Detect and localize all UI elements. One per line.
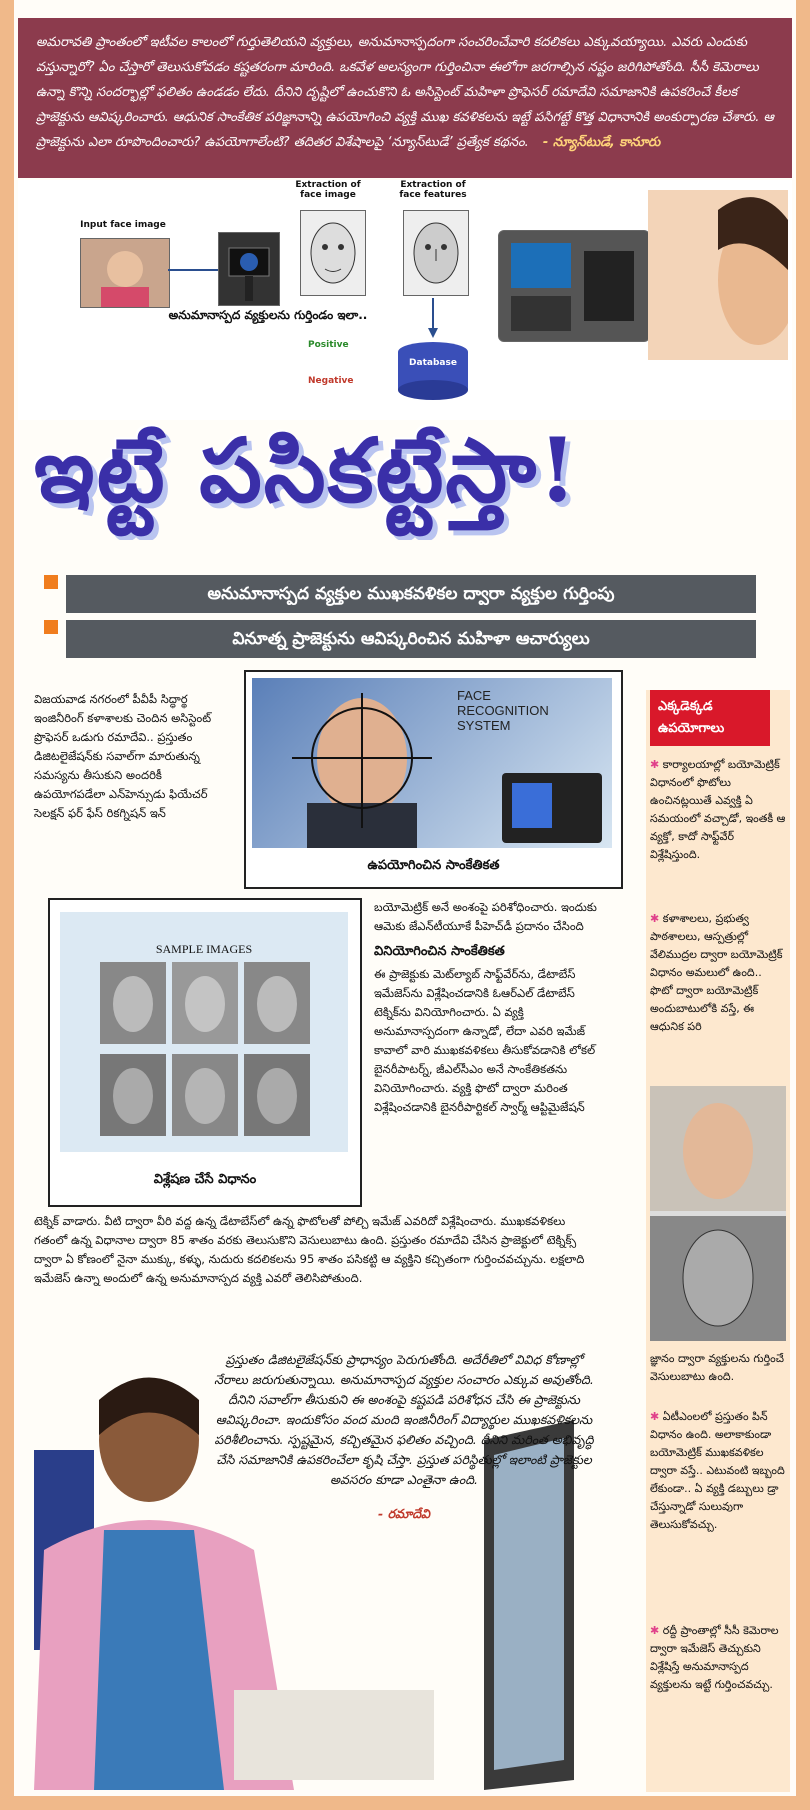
sidebar-item-2-text: కళాశాలలు, ప్రభుత్వ పాఠశాలలు, ఆస్పత్రుల్లో వేలిముద్రల ద్వారా బయోమెట్రిక్ విధానం అమలులో ఉంది.. ఫొటో ద్వారా బయోమెట్రిక్ అందుబాటులోకి వస్తే, ఈ ఆధునిక పరి <box>650 912 783 1033</box>
extract-image-label: Extraction of face image <box>295 180 361 200</box>
bullet-2 <box>66 620 756 658</box>
input-face-label: Input face image <box>80 220 166 230</box>
face-recognition-figure <box>244 670 623 889</box>
quote-text: ప్రస్తుతం డిజిటలైజేషన్‌కు ప్రాధాన్యం పెరుగుతోంది. అదేరీతిలో వివిధ కోణాల్లో నేరాలు జరుగుతున్నాయి. అనుమానాస్పద వ్యక్తుల సంచారం ఎక్కువ అవుతోంది. దీనిని సవాల్‌గా తీసుకుని ఈ అంశంపై కష్టపడి పరిశోధన చేసి ఈ ప్రాజెక్టును ఆవిష్కరించా. ఇందుకోసం వంద మంది ఇంజినీరింగ్ విద్యార్థుల ముఖకవళికలను పరిశీలించాను. స్పష్టమైన, కచ్చితమైన ఫలితం వచ్చింది. దీనిని మరింత అభివృద్ధి చేసి సమాజానికి ఉపకరించేలా కృషి చేస్తా. ప్రస్తుత పరిస్థితుల్లో ఇలాంటి ప్రాజెక్టుల అవసరం కూడా ఎంతైనా ఉంది. <box>214 1352 594 1487</box>
headline: ఇట్టే పసికట్టేస్తా! <box>34 418 579 522</box>
sample-images-label: SAMPLE IMAGES <box>155 942 253 956</box>
sample-images-panel <box>60 912 348 1152</box>
negative-label: Negative <box>308 376 354 386</box>
star-icon: ✱ <box>650 1410 663 1423</box>
sidebar-item-5-text: రద్దీ ప్రాంతాల్లో సీసీ కెమెరాల ద్వారా ఇమేజెస్ తెచ్చుకుని విశ్లేషిస్తే అనుమానాస్పద వ్యక్తులను ఇట్టే గుర్తించవచ్చు. <box>650 1624 779 1691</box>
fr-caption: ఉపయోగించిన సాంకేతికత <box>367 858 500 873</box>
face-recognition-diagram <box>18 180 792 420</box>
biometric-device-image <box>498 230 650 342</box>
face-recognition-photo <box>252 678 612 848</box>
sample-caption: విశ్లేషణ చేసే విధానం <box>153 1172 257 1187</box>
positive-label: Positive <box>308 340 349 350</box>
diagram-caption: అనుమానాస్పద వ్యక్తులను గుర్తిండం ఇలా.. <box>168 308 368 322</box>
ramadevi-quote <box>214 1350 594 1524</box>
arrow-2 <box>423 298 443 338</box>
sidebar-item-3-text: జ్ఞానం ద్వారా వ్యక్తులను గుర్తించే వెసులుబాటు ఉంది. <box>650 1352 785 1383</box>
input-face-image <box>80 238 170 308</box>
bullet-square-icon <box>44 575 58 589</box>
database-label: Database <box>409 358 457 368</box>
sample-faces-grid <box>100 962 310 1142</box>
sidebar-item-1 <box>650 756 786 864</box>
star-icon: ✱ <box>650 1624 663 1637</box>
bullet-square-icon <box>44 620 58 634</box>
intro-credit: - న్యూస్‌టుడే, కానూరు <box>542 135 661 150</box>
tech-subhead: వినియోగించిన సాంకేతికత <box>374 944 505 959</box>
bullet-2-text: వినూత్న ప్రాజెక్టును ఆవిష్కరించిన మహిళా ఆచార్యులు <box>232 629 590 649</box>
intro-box <box>18 18 792 178</box>
column-2-top: బయోమెట్రిక్ అనే అంశంపై పరిశోధించారు. ఇందుకు ఆమెకు జేఎన్‌టీయూకే పీహెచ్‌డీ ప్రదానం చేసింది <box>374 900 597 933</box>
sidebar-item-4 <box>650 1408 786 1534</box>
bullet-1-text: అనుమానాస్పద వ్యక్తుల ముఖకవళికల ద్వారా వ్యక్తుల గుర్తింపు <box>207 584 615 604</box>
extract-features-label: Extraction of face features <box>399 180 467 200</box>
star-icon: ✱ <box>650 912 663 925</box>
fr-overlay-text: FACE RECOGNITION SYSTEM <box>457 688 549 733</box>
sidebar-item-2 <box>650 910 786 1036</box>
intro-text: అమరావతి ప్రాంతంలో ఇటీవల కాలంలో గుర్తుతెలియని వ్యక్తులు, అనుమానాస్పదంగా సంచరించేవారి కదలికలు ఎక్కువయ్యాయి. ఎవరు ఎందుకు వస్తున్నారో? ఏం చేస్తారో తెలుసుకోవడం కష్టతరంగా మారింది. ఒకవేళ అలస్యంగా గుర్తించినా ఈలోగా జరగాల్సిన నష్టం జరిగిపోతోంది. సీసీ కెమెరాలు ఉన్నా కొన్ని సందర్భాల్లో ఫలితం ఉండడం లేదు. దీనిని దృష్టిలో ఉంచుకొని ఓ అసిస్టెంట్ మహిళా ప్రొఫెసర్ రమాదేవి సమాజానికి ఉపకరించే కీలక ప్రాజెక్టును ఆవిష్కరించారు. ఆధునిక సాంకేతిక పరిజ్ఞానాన్ని ఉపయోగించి వ్యక్తి ముఖ కవళికలను ఇట్టే పసిగట్టే కొత్త విధానానికి అంకుర్పారణ చేశారు. ఆ ప్రాజెక్టును ఎలా రూపొందించారు? ఉపయోగాలేంటి? తదితర విశేషాలపై ‘న్యూస్‌టుడే’ ప్రత్యేక కథనం. <box>36 35 774 150</box>
uses-sidebar <box>646 690 790 1792</box>
woman-face-image <box>648 190 788 360</box>
face-image <box>300 210 366 296</box>
bullet-1 <box>66 575 756 613</box>
column-1-text: విజయవాడ నగరంలో పీవీపీ సిద్ధార్థ ఇంజినీరింగ్ కళాశాలకు చెందిన అసిస్టెంట్ ప్రొఫెసర్ ఒడుగు రమాదేవి.. ప్రస్తుతం డిజిటలైజేషన్‌కు సవాల్‌గా మారుతున్న సమస్యను తీసుకుని అందరికీ ఉపయోగపడేలా ఎన్‌హెన్సుడు ఫియేచర్ సెలక్షన్ ఫర్ ఫేస్ రికగ్నిషన్ ఇన్ <box>34 692 212 820</box>
camera-image <box>218 232 280 306</box>
wide-paragraph: టెక్నిక్ వాడారు. వీటి ద్వారా వీరి వద్ద ఉన్న డేటాబేస్‌లో ఉన్న ఫొటోలతో పోల్చి ఇమేజ్ ఎవరిదో విశ్లేషించారు. ముఖకవళికలు గతంలో ఉన్న విధానాల ద్వారా 85 శాతం వరకు తెలుసుకొని వెసులుబాటు ఉంది. ప్రస్తుతం రమాదేవి చేసిన ప్రాజెక్టులో టెక్నిక్స్ ద్వారా ఏ కోణంలో నైనా ముక్కు, కళ్ళు, నుదురు కదలికలను 95 శాతం పసికట్టి ఆ వ్యక్తిని కచ్చితంగా గుర్తించవచ్చును. లక్షలాది ఇమేజెస్ ఉన్నా అందులో ఉన్న అనుమానాస్పద వ్యక్తి ఎవరో తెలిసిపోతుంది. <box>34 1214 585 1285</box>
sidebar-item-4-text: ఏటీఎంలలో ప్రస్తుతం పిన్ విధానం ఉంది. అలాకాకుండా బయోమెట్రిక్ ముఖకవళికల ద్వారా వస్తే.. ఎటువంటి ఇబ్బంది లేకుండా.. ఏ వ్యక్తి డబ్బులు డ్రా చేస్తున్నాడో సులువుగా తెలుసుకోవచ్చు. <box>650 1410 785 1531</box>
sidebar-item-5 <box>650 1622 786 1694</box>
sidebar-item-3 <box>650 1350 786 1386</box>
features-image <box>403 210 469 296</box>
sidebar-face-photos <box>650 1086 786 1341</box>
quote-signature: - రమాదేవి <box>378 1506 430 1521</box>
column-2-body: ఈ ప్రాజెక్టుకు మెట్‌ల్యాబ్ సాఫ్ట్‌వేర్‌ను, డేటాబేస్ ఇమేజెస్‌ను విశ్లేషించడానికి ఓఆర్ఎల్ డేటాబేస్ టెక్నిక్‌ను వినియోగించారు. ఏ వ్యక్తి అనుమానాస్పదంగా ఉన్నాడో, లేదా ఎవరి ఇమేజ్ కావాలో వారి ముఖకవళికలు తీసుకోవడానికి లోకల్ బైనరీపాటర్న్, జీఎల్‌సీఎం అనే సాంకేతికతను వినియోగించారు. వ్యక్తి ఫొటో ద్వారా మరింత విశ్లేషించడానికి బైనరీపార్టికల్ స్వార్మ్ ఆప్టిమైజేషన్ <box>374 967 596 1114</box>
sidebar-title: ఎక్కడెక్కడ ఉపయోగాలు <box>650 690 770 746</box>
sidebar-item-1-text: కార్యాలయాల్లో బయోమెట్రిక్ విధానంలో ఫొటోలు ఉంచినట్లయితే ఎవ్వక్తి ఏ సమయంలో వచ్చాడో, ఇంతకీ ఆ వ్యక్తో, కాదో సాఫ్ట్‌వేర్ విశ్లేషిస్తుంది. <box>650 758 786 861</box>
column-2 <box>374 898 602 1117</box>
database-icon <box>388 340 478 400</box>
star-icon: ✱ <box>650 758 663 771</box>
sample-images-figure <box>48 898 362 1207</box>
